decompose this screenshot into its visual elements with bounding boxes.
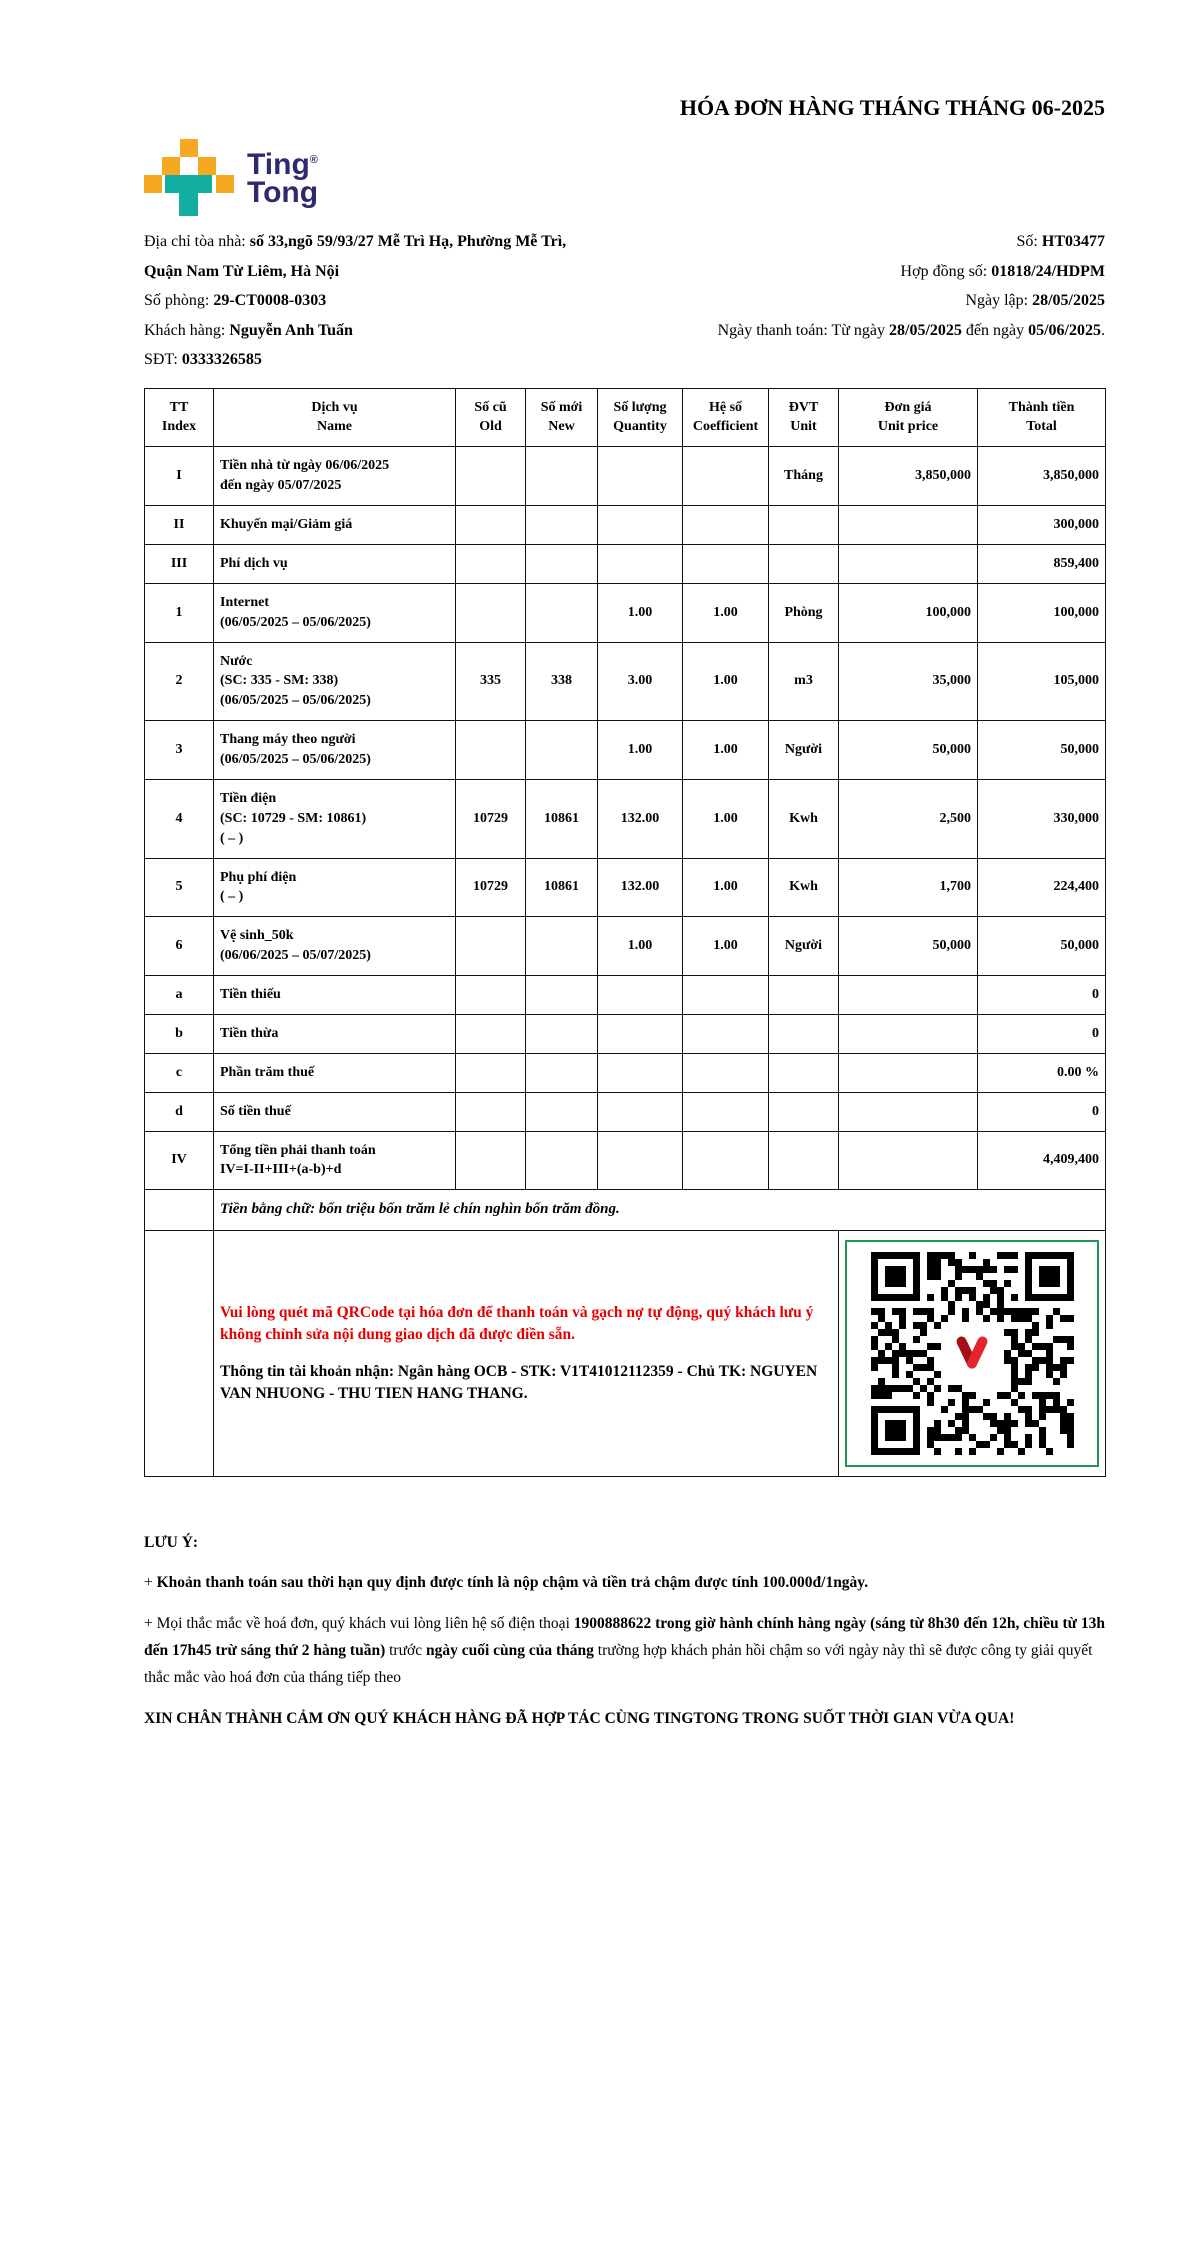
quantity-cell: 132.00 [598, 779, 683, 858]
service-name-cell: Internet (06/05/2025 – 05/06/2025) [214, 583, 456, 642]
unit-cell: Kwh [769, 858, 839, 917]
invoice-row [145, 506, 1106, 545]
room-number: Số phòng: 29-CT0008-0303 [144, 292, 327, 309]
invoice-row [145, 1053, 1106, 1092]
customer-name: Khách hàng: Nguyễn Anh Tuấn [144, 321, 353, 339]
invoice-info [144, 227, 1105, 375]
logo-word-tong: Tong [247, 175, 319, 209]
unit-cell [769, 544, 839, 583]
old-reading-cell [456, 1092, 526, 1131]
customer-info [144, 227, 625, 375]
total-cell: 100,000 [978, 583, 1106, 642]
unit-price-cell [839, 506, 978, 545]
coefficient-cell [683, 1092, 769, 1131]
new-reading-cell [526, 1014, 598, 1053]
invoice-row [145, 858, 1106, 917]
empty-cell [145, 1230, 214, 1476]
service-name-cell: Nước (SC: 335 - SM: 338) (06/05/2025 – 05/06/2025) [214, 642, 456, 721]
quantity-cell: 132.00 [598, 858, 683, 917]
total-cell: 859,400 [978, 544, 1106, 583]
unit-cell [769, 1131, 839, 1190]
invoice-row [145, 1131, 1106, 1190]
invoice-row [145, 583, 1106, 642]
total-cell: 0 [978, 976, 1106, 1015]
new-reading-cell: 10861 [526, 779, 598, 858]
table-header-row [145, 388, 1106, 447]
service-name-cell: Tổng tiền phải thanh toán IV=I-II+III+(a-b)+d [214, 1131, 456, 1190]
invoice-row [145, 447, 1106, 506]
index-cell: I [145, 447, 214, 506]
total-cell: 300,000 [978, 506, 1106, 545]
unit-price-cell [839, 1014, 978, 1053]
tingtong-logo-icon [144, 139, 234, 217]
service-name-cell: Vệ sinh_50k (06/06/2025 – 05/07/2025) [214, 917, 456, 976]
old-reading-cell [456, 506, 526, 545]
unit-price-cell: 50,000 [839, 917, 978, 976]
old-reading-cell: 10729 [456, 779, 526, 858]
notes-title: LƯU Ý: [144, 1533, 199, 1551]
building-address-line1: Địa chỉ tòa nhà: số 33,ngõ 59/93/27 Mễ Trì Hạ, Phường Mễ Trì, [144, 233, 567, 250]
unit-cell [769, 1014, 839, 1053]
old-reading-cell [456, 721, 526, 780]
old-reading-cell: 335 [456, 642, 526, 721]
unit-price-cell: 2,500 [839, 779, 978, 858]
index-cell: c [145, 1053, 214, 1092]
quantity-cell [598, 1014, 683, 1053]
old-reading-cell: 10729 [456, 858, 526, 917]
column-header: TT Index [145, 388, 214, 447]
total-cell: 4,409,400 [978, 1131, 1106, 1190]
building-address-line2: Quận Nam Từ Liêm, Hà Nội [144, 262, 340, 280]
new-reading-cell [526, 544, 598, 583]
unit-cell: Người [769, 917, 839, 976]
column-header: Số lượng Quantity [598, 388, 683, 447]
payment-instructions-cell [214, 1230, 839, 1476]
new-reading-cell [526, 1053, 598, 1092]
customer-phone: SĐT: 0333326585 [144, 351, 262, 368]
unit-cell [769, 1092, 839, 1131]
empty-cell [145, 1190, 214, 1230]
unit-price-cell [839, 976, 978, 1015]
unit-price-cell [839, 1131, 978, 1190]
column-header: Hệ số Coefficient [683, 388, 769, 447]
unit-cell: m3 [769, 642, 839, 721]
invoice-number: Số: HT03477 [1016, 233, 1105, 250]
new-reading-cell [526, 1092, 598, 1131]
new-reading-cell [526, 976, 598, 1015]
quantity-cell [598, 976, 683, 1015]
unit-cell: Kwh [769, 779, 839, 858]
old-reading-cell [456, 1014, 526, 1053]
total-cell: 50,000 [978, 917, 1106, 976]
qr-code-frame [845, 1240, 1099, 1467]
issue-date: Ngày lập: 28/05/2025 [965, 292, 1105, 309]
new-reading-cell [526, 1131, 598, 1190]
new-reading-cell: 338 [526, 642, 598, 721]
coefficient-cell [683, 1014, 769, 1053]
service-name-cell: Tiền thiếu [214, 976, 456, 1015]
total-cell: 224,400 [978, 858, 1106, 917]
total-cell: 105,000 [978, 642, 1106, 721]
coefficient-cell [683, 976, 769, 1015]
column-header: ĐVT Unit [769, 388, 839, 447]
amount-in-words-row [145, 1190, 1106, 1230]
column-header: Đơn giá Unit price [839, 388, 978, 447]
payment-period: Ngày thanh toán: Từ ngày 28/05/2025 đến ngày 05/06/2025. [717, 321, 1105, 339]
invoice-row [145, 642, 1106, 721]
payment-qr-row [145, 1230, 1106, 1476]
quantity-cell [598, 1131, 683, 1190]
total-cell: 0 [978, 1014, 1106, 1053]
coefficient-cell: 1.00 [683, 917, 769, 976]
service-name-cell: Thang máy theo người (06/05/2025 – 05/06/2025) [214, 721, 456, 780]
unit-cell: Tháng [769, 447, 839, 506]
column-header: Thành tiền Total [978, 388, 1106, 447]
unit-cell [769, 506, 839, 545]
new-reading-cell [526, 506, 598, 545]
coefficient-cell [683, 1053, 769, 1092]
invoice-header [144, 95, 1105, 217]
coefficient-cell [683, 1131, 769, 1190]
quantity-cell [598, 1053, 683, 1092]
service-name-cell: Tiền điện (SC: 10729 - SM: 10861) ( – ) [214, 779, 456, 858]
qr-payment-note: Vui lòng quét mã QRCode tại hóa đơn để thanh toán và gạch nợ tự động, quý khách lưu ý không chỉnh sửa nội dung giao dịch đã được điền sẵn. [220, 1303, 814, 1343]
column-header: Số cũ Old [456, 388, 526, 447]
old-reading-cell [456, 1053, 526, 1092]
coefficient-cell: 1.00 [683, 583, 769, 642]
index-cell: 3 [145, 721, 214, 780]
service-name-cell: Phụ phí điện ( – ) [214, 858, 456, 917]
unit-price-cell: 1,700 [839, 858, 978, 917]
service-name-cell: Khuyến mại/Giảm giá [214, 506, 456, 545]
unit-cell: Phòng [769, 583, 839, 642]
total-cell: 0 [978, 1092, 1106, 1131]
tingtong-logo [144, 139, 318, 217]
quantity-cell: 1.00 [598, 917, 683, 976]
late-payment-note: + Khoản thanh toán sau thời hạn quy định được tính là nộp chậm và tiền trả chậm được tính 100.000đ/1ngày. [144, 1573, 869, 1591]
unit-price-cell: 35,000 [839, 642, 978, 721]
new-reading-cell: 10861 [526, 858, 598, 917]
quantity-cell: 1.00 [598, 721, 683, 780]
index-cell: d [145, 1092, 214, 1131]
index-cell: 2 [145, 642, 214, 721]
invoice-row [145, 721, 1106, 780]
invoice-table [144, 388, 1106, 1477]
contract-number: Hợp đồng số: 01818/24/HDPM [900, 262, 1105, 280]
index-cell: a [145, 976, 214, 1015]
unit-cell [769, 976, 839, 1015]
new-reading-cell [526, 583, 598, 642]
invoice-row [145, 544, 1106, 583]
index-cell: III [145, 544, 214, 583]
unit-price-cell: 100,000 [839, 583, 978, 642]
index-cell: II [145, 506, 214, 545]
hotline-note: + Mọi thắc mắc về hoá đơn, quý khách vui lòng liên hệ số điện thoại 1900888622 trong giờ hành chính hàng ngày (sáng từ 8h30 đến 12h, chiều từ 13h đến 17h45 trừ sáng thứ 2 hàng tuần) trước ngày cuối cùng của tháng trường hợp khách phản hồi chậm so với ngày này thì sẽ được công ty giải quyết thắc mắc vào hoá đơn của tháng tiếp theo [144, 1614, 1105, 1687]
quantity-cell [598, 447, 683, 506]
coefficient-cell [683, 447, 769, 506]
total-cell: 3,850,000 [978, 447, 1106, 506]
thank-you-note: XIN CHÂN THÀNH CẢM ƠN QUÝ KHÁCH HÀNG ĐÃ HỢP TÁC CÙNG TINGTONG TRONG SUỐT THỜI GIAN VỪA QUA! [144, 1710, 1015, 1728]
unit-price-cell: 50,000 [839, 721, 978, 780]
quantity-cell [598, 506, 683, 545]
quantity-cell: 3.00 [598, 642, 683, 721]
invoice-row [145, 976, 1106, 1015]
index-cell: 4 [145, 779, 214, 858]
unit-price-cell [839, 544, 978, 583]
coefficient-cell [683, 506, 769, 545]
new-reading-cell [526, 721, 598, 780]
service-name-cell: Tiền thừa [214, 1014, 456, 1053]
old-reading-cell [456, 1131, 526, 1190]
column-header: Số mới New [526, 388, 598, 447]
unit-cell [769, 1053, 839, 1092]
old-reading-cell [456, 917, 526, 976]
index-cell: 6 [145, 917, 214, 976]
invoice-row [145, 917, 1106, 976]
unit-price-cell: 3,850,000 [839, 447, 978, 506]
index-cell: IV [145, 1131, 214, 1190]
invoice-row [145, 1092, 1106, 1131]
unit-price-cell [839, 1092, 978, 1131]
coefficient-cell: 1.00 [683, 721, 769, 780]
logo-word-ting: Ting [247, 148, 310, 181]
index-cell: 5 [145, 858, 214, 917]
coefficient-cell: 1.00 [683, 642, 769, 721]
coefficient-cell: 1.00 [683, 858, 769, 917]
quantity-cell: 1.00 [598, 583, 683, 642]
total-cell: 50,000 [978, 721, 1106, 780]
amount-in-words: Tiền bằng chữ: bốn triệu bốn trăm lẻ chín nghìn bốn trăm đồng. [214, 1190, 1106, 1230]
bank-account-info: Thông tin tài khoản nhận: Ngân hàng OCB - STK: V1T41012112359 - Chủ TK: NGUYEN VAN NHUONG - THU TIEN HANG THANG. [220, 1362, 818, 1402]
service-name-cell: Số tiền thuế [214, 1092, 456, 1131]
qr-center-v-logo [948, 1329, 996, 1377]
quantity-cell [598, 1092, 683, 1131]
unit-cell: Người [769, 721, 839, 780]
invoice-row [145, 779, 1106, 858]
registered-mark: ® [309, 154, 318, 166]
tingtong-logo-text [247, 148, 319, 217]
new-reading-cell [526, 917, 598, 976]
coefficient-cell: 1.00 [683, 779, 769, 858]
service-name-cell: Tiền nhà từ ngày 06/06/2025 đến ngày 05/07/2025 [214, 447, 456, 506]
service-name-cell: Phí dịch vụ [214, 544, 456, 583]
service-name-cell: Phần trăm thuế [214, 1053, 456, 1092]
invoice-notes [144, 1529, 1105, 1733]
invoice-row [145, 1014, 1106, 1053]
index-cell: b [145, 1014, 214, 1053]
total-cell: 0.00 % [978, 1053, 1106, 1092]
old-reading-cell [456, 447, 526, 506]
old-reading-cell [456, 976, 526, 1015]
old-reading-cell [456, 583, 526, 642]
coefficient-cell [683, 544, 769, 583]
old-reading-cell [456, 544, 526, 583]
column-header: Dịch vụ Name [214, 388, 456, 447]
invoice-meta [625, 227, 1106, 375]
invoice-title: HÓA ĐƠN HÀNG THÁNG THÁNG 06-2025 [679, 95, 1105, 120]
new-reading-cell [526, 447, 598, 506]
total-cell: 330,000 [978, 779, 1106, 858]
qr-code-cell [839, 1230, 1106, 1476]
quantity-cell [598, 544, 683, 583]
index-cell: 1 [145, 583, 214, 642]
unit-price-cell [839, 1053, 978, 1092]
